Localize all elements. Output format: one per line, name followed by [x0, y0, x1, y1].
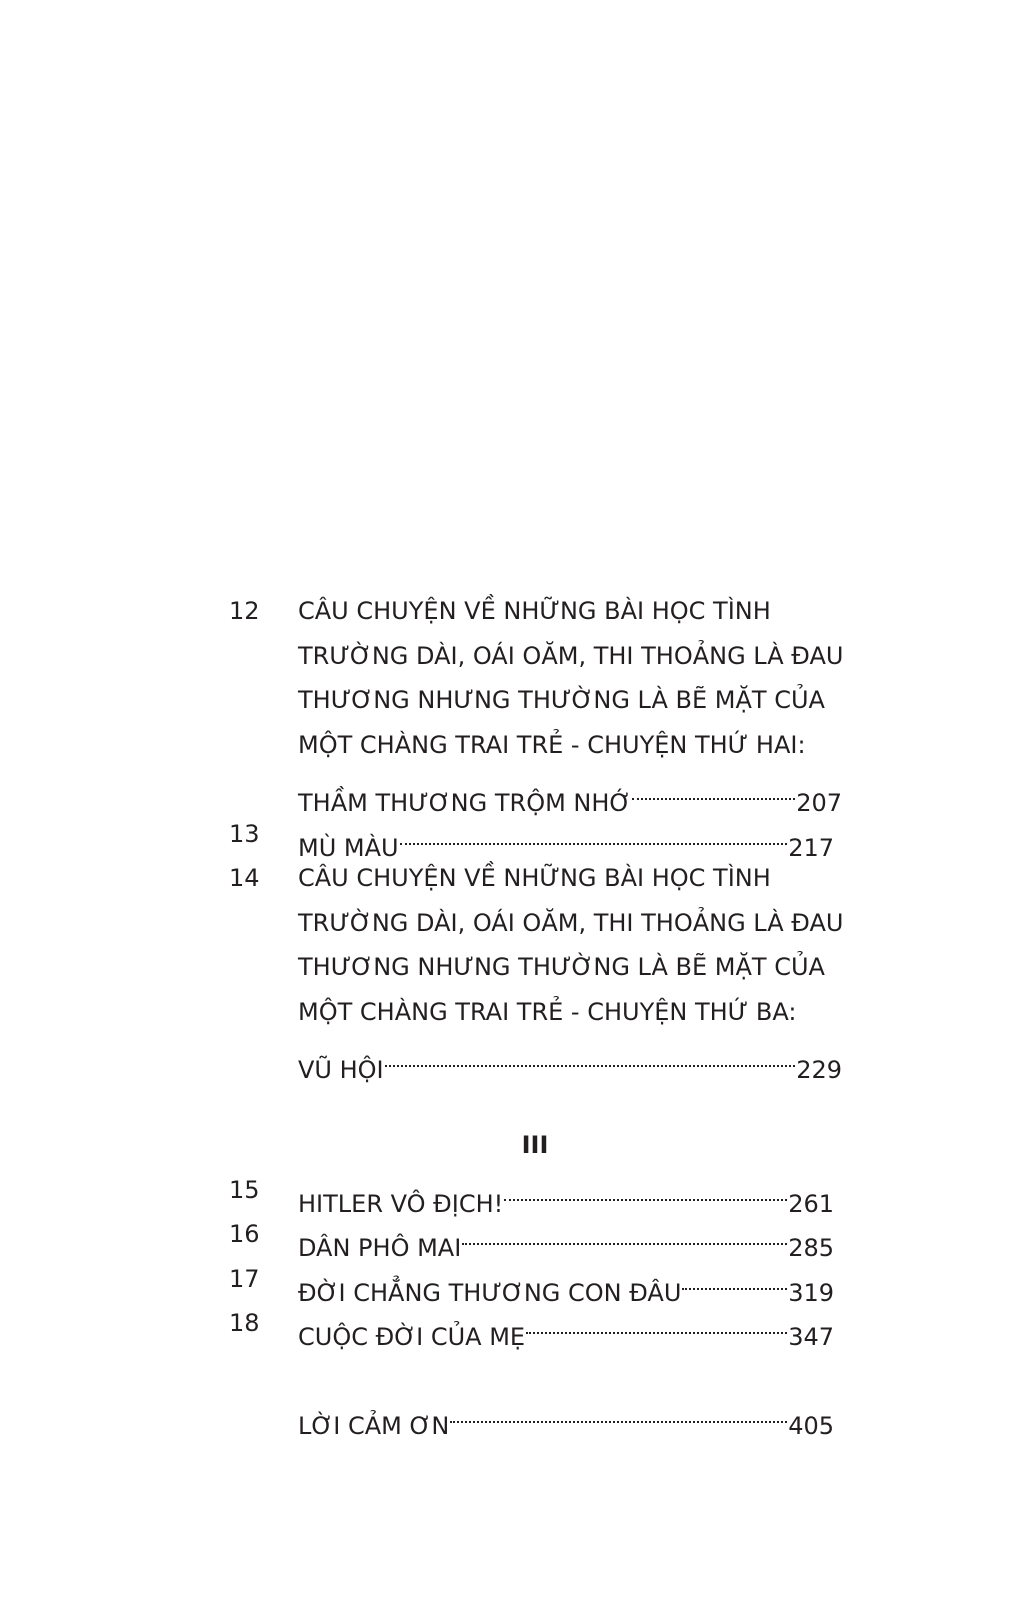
page-number: 347: [788, 1323, 834, 1351]
chapter-number: 15: [229, 1176, 260, 1204]
chapter-title-line: MỘT CHÀNG TRAI TRẺ - CHUYỆN THỨ HAI:: [298, 731, 806, 759]
page-number: 229: [796, 1056, 842, 1084]
toc-leader-line: [298, 1212, 834, 1262]
chapter-title-line: THẦM THƯƠNG TRỘM NHỚ: [298, 789, 632, 817]
dot-leader: [385, 1034, 796, 1078]
chapter-title-line: VŨ HỘI: [298, 1056, 384, 1084]
toc-leader-line: [298, 1034, 842, 1084]
page-number: 217: [788, 834, 834, 862]
page-number: 319: [788, 1279, 834, 1307]
page-number: 285: [788, 1234, 834, 1262]
chapter-title-line: CÂU CHUYỆN VỀ NHỮNG BÀI HỌC TÌNH: [298, 597, 771, 625]
toc-leader-line: [298, 767, 842, 817]
toc-leader-line: [298, 1390, 834, 1440]
chapter-title-line: MÙ MÀU: [298, 834, 399, 862]
toc-leader-line: [298, 1257, 834, 1307]
toc-leader-line: [298, 1301, 834, 1351]
dot-leader: [632, 767, 795, 811]
chapter-title-line: DÂN PHÔ MAI: [298, 1234, 462, 1262]
chapter-number: 17: [229, 1265, 260, 1293]
section-heading: III: [521, 1131, 549, 1159]
chapter-title-line: CUỘC ĐỜI CỦA MẸ: [298, 1323, 526, 1351]
toc-leader-line: [298, 812, 834, 862]
chapter-number: 16: [229, 1220, 260, 1248]
chapter-title-line: THƯƠNG NHƯNG THƯỜNG LÀ BẼ MẶT CỦA: [298, 686, 825, 714]
chapter-title-line: HITLER VÔ ĐỊCH!: [298, 1190, 504, 1218]
page-number: 405: [788, 1412, 834, 1440]
dot-leader: [504, 1168, 787, 1212]
dot-leader: [526, 1301, 787, 1345]
page-number: 261: [788, 1190, 834, 1218]
dot-leader: [400, 812, 788, 856]
chapter-number: 14: [229, 864, 260, 892]
chapter-number: 12: [229, 597, 260, 625]
toc-leader-line: [298, 1168, 834, 1218]
chapter-title-line: MỘT CHÀNG TRAI TRẺ - CHUYỆN THỨ BA:: [298, 998, 797, 1026]
chapter-title-line: TRƯỜNG DÀI, OÁI OĂM, THI THOẢNG LÀ ĐAU: [298, 642, 844, 670]
dot-leader: [682, 1257, 787, 1301]
dot-leader: [450, 1390, 787, 1434]
chapter-title-line: THƯƠNG NHƯNG THƯỜNG LÀ BẼ MẶT CỦA: [298, 953, 825, 981]
chapter-title-line: CÂU CHUYỆN VỀ NHỮNG BÀI HỌC TÌNH: [298, 864, 771, 892]
chapter-title-line: TRƯỜNG DÀI, OÁI OĂM, THI THOẢNG LÀ ĐAU: [298, 909, 844, 937]
chapter-number: 13: [229, 820, 260, 848]
page-number: 207: [796, 789, 842, 817]
chapter-number: 18: [229, 1309, 260, 1337]
chapter-title-line: LỜI CẢM ƠN: [298, 1412, 450, 1440]
chapter-title-line: ĐỜI CHẲNG THƯƠNG CON ĐÂU: [298, 1279, 682, 1307]
dot-leader: [462, 1212, 787, 1256]
